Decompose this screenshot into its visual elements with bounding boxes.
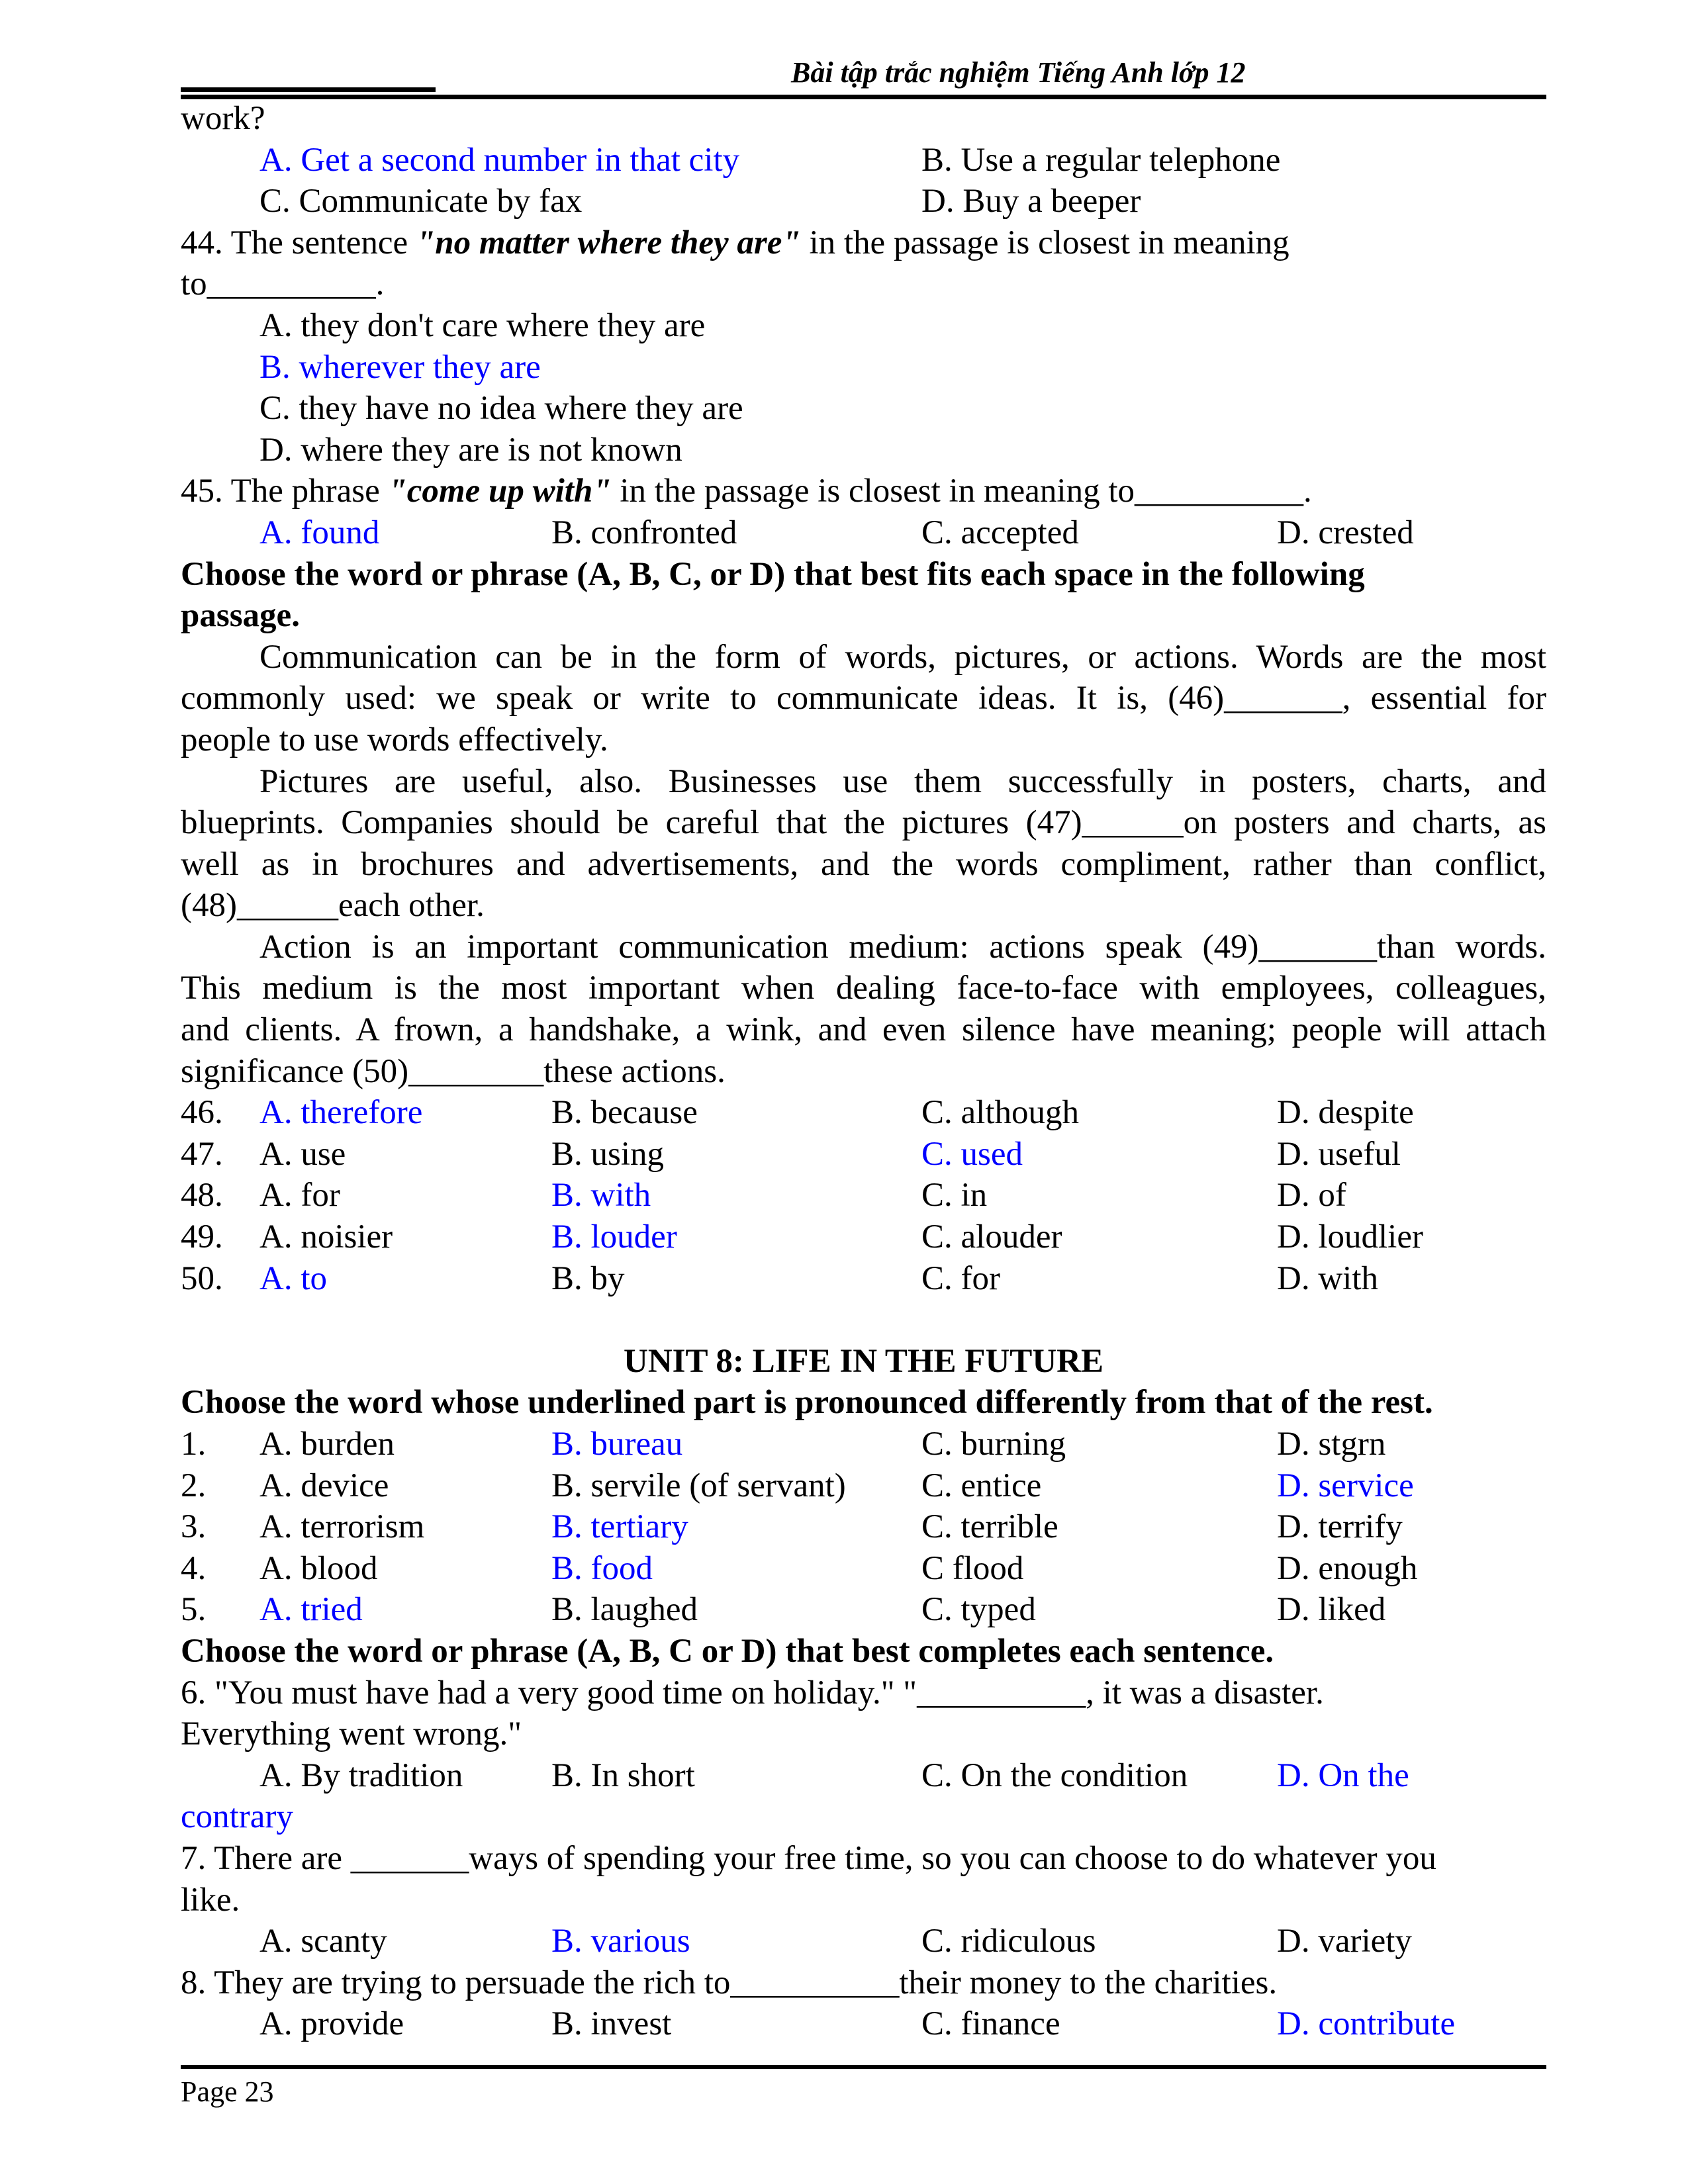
answer-option: D. crested bbox=[1277, 514, 1414, 551]
instruction-line bbox=[181, 1631, 1546, 1672]
answer-option: C. burning bbox=[921, 1426, 1066, 1463]
text-segment: (48)______each other. bbox=[181, 887, 485, 925]
text-line bbox=[181, 802, 1546, 844]
answer-option: B. because bbox=[551, 1094, 698, 1132]
answer-option-correct: A. found bbox=[259, 514, 380, 551]
text-segment: passage. bbox=[181, 597, 300, 635]
text-segment: 44. The sentence bbox=[181, 224, 416, 261]
answer-option: A. noisier bbox=[259, 1218, 393, 1256]
text-segment: work? bbox=[181, 100, 265, 137]
text-segment: 45. The phrase bbox=[181, 473, 389, 510]
answer-option: A. blood bbox=[259, 1549, 378, 1587]
answer-option: D. stgrn bbox=[1277, 1426, 1386, 1463]
answer-option: B. servile (of servant) bbox=[551, 1467, 846, 1504]
answer-options-row bbox=[181, 1589, 1546, 1631]
quoted-phrase: "no matter where they are" bbox=[416, 224, 801, 261]
answer-option-correct: A. therefore bbox=[259, 1094, 423, 1132]
text-segment: Choose the word whose underlined part is pronounced differently from that of the rest. bbox=[181, 1384, 1433, 1422]
text-segment: significance (50)________these actions. bbox=[181, 1052, 726, 1090]
answer-option: A. use bbox=[259, 1135, 346, 1173]
text-line bbox=[181, 388, 1546, 430]
page-content bbox=[181, 98, 1546, 2045]
answer-option: B. by bbox=[551, 1259, 625, 1297]
footer-rule bbox=[181, 2065, 1546, 2069]
answer-option: C. finance bbox=[921, 2005, 1060, 2043]
text-segment: C. they have no idea where they are bbox=[259, 390, 743, 428]
answer-option: C. accepted bbox=[921, 514, 1079, 551]
correct-answer-text: B. wherever they are bbox=[259, 348, 541, 386]
answer-option: C flood bbox=[921, 1549, 1024, 1587]
answer-option: C. typed bbox=[921, 1591, 1036, 1629]
text-line bbox=[181, 1672, 1546, 1714]
text-line bbox=[181, 263, 1546, 305]
answer-option: A. device bbox=[259, 1467, 389, 1504]
text-line bbox=[181, 637, 1546, 678]
answer-option: C. terrible bbox=[921, 1508, 1058, 1546]
text-line bbox=[181, 1009, 1546, 1051]
answer-option: D. with bbox=[1277, 1259, 1378, 1297]
text-segment: 8. They are trying to persuade the rich to__________their money to the charities. bbox=[181, 1964, 1278, 2001]
instruction-line bbox=[181, 595, 1546, 637]
answer-option: D. Buy a beeper bbox=[921, 183, 1141, 220]
answer-option-correct: D. On the bbox=[1277, 1756, 1409, 1794]
answer-option: C. for bbox=[921, 1259, 1000, 1297]
answer-option: B. In short bbox=[551, 1756, 695, 1794]
text-line bbox=[181, 927, 1546, 968]
text-line bbox=[181, 305, 1546, 347]
text-line bbox=[181, 678, 1546, 719]
text-segment: UNIT 8: LIFE IN THE FUTURE bbox=[623, 1342, 1103, 1380]
question-number: 49. bbox=[181, 1218, 223, 1256]
question-number: 50. bbox=[181, 1259, 223, 1297]
answer-option: A. for bbox=[259, 1177, 340, 1214]
answer-option: B. laughed bbox=[551, 1591, 698, 1629]
text-line bbox=[181, 98, 1546, 140]
answer-option: B. using bbox=[551, 1135, 665, 1173]
text-segment: and clients. A frown, a handshake, a wink, and even silence have meaning; people will attach bbox=[181, 1011, 1546, 1049]
answer-options-row bbox=[181, 1506, 1546, 1548]
text-segment: 7. There are _______ways of spending your free time, so you can choose to do whatever you bbox=[181, 1839, 1436, 1877]
answer-option-correct: B. tertiary bbox=[551, 1508, 688, 1546]
answer-options-row bbox=[181, 512, 1546, 554]
blank-line bbox=[181, 1299, 1546, 1341]
answer-option-correct: B. various bbox=[551, 1923, 690, 1960]
instruction-line bbox=[181, 1382, 1546, 1424]
answer-options-row bbox=[181, 1755, 1546, 1797]
page-number: Page 23 bbox=[181, 2075, 274, 2108]
text-segment: This medium is the most important when dealing face-to-face with employees, colleagues, bbox=[181, 970, 1546, 1007]
answer-option: C. On the condition bbox=[921, 1756, 1188, 1794]
text-segment: Choose the word or phrase (A, B, C or D) that best completes each sentence. bbox=[181, 1632, 1274, 1670]
header-title: Bài tập trắc nghiệm Tiếng Anh lớp 12 bbox=[791, 56, 1246, 89]
text-segment: like. bbox=[181, 1881, 240, 1919]
question-number: 46. bbox=[181, 1094, 223, 1132]
text-segment: well as in brochures and advertisements, and the words compliment, rather than conflict, bbox=[181, 845, 1546, 883]
answer-options-row bbox=[181, 1092, 1546, 1134]
question-number: 48. bbox=[181, 1177, 223, 1214]
answer-option: D. of bbox=[1277, 1177, 1346, 1214]
answer-option: B. confronted bbox=[551, 514, 737, 551]
text-line bbox=[181, 1051, 1546, 1093]
correct-answer-text: contrary bbox=[181, 1798, 293, 1836]
text-line bbox=[181, 719, 1546, 761]
answer-option-correct: B. bureau bbox=[551, 1426, 683, 1463]
answer-options-row bbox=[181, 1258, 1546, 1300]
text-line bbox=[181, 844, 1546, 886]
question-number: 1. bbox=[181, 1426, 207, 1463]
answer-option: D. loudlier bbox=[1277, 1218, 1423, 1256]
answer-options-row bbox=[181, 1548, 1546, 1590]
answer-option-correct: D. contribute bbox=[1277, 2005, 1456, 2043]
answer-option-correct: A. Get a second number in that city bbox=[259, 141, 740, 179]
answer-options-row bbox=[181, 140, 1546, 181]
text-line bbox=[181, 1796, 1546, 1838]
answer-option: C. entice bbox=[921, 1467, 1042, 1504]
answer-options-row bbox=[181, 2003, 1546, 2045]
text-line bbox=[181, 1838, 1546, 1880]
answer-option: A. burden bbox=[259, 1426, 395, 1463]
text-line bbox=[181, 1962, 1546, 2004]
answer-options-row bbox=[181, 1216, 1546, 1258]
text-segment: to__________. bbox=[181, 265, 385, 303]
answer-option-correct: D. service bbox=[1277, 1467, 1414, 1504]
text-segment: commonly used: we speak or write to communicate ideas. It is, (46)_______, essential for bbox=[181, 680, 1546, 717]
answer-options-row bbox=[181, 1134, 1546, 1175]
answer-options-row bbox=[181, 181, 1546, 222]
answer-option: D. enough bbox=[1277, 1549, 1418, 1587]
answer-option: C. alouder bbox=[921, 1218, 1062, 1256]
text-line bbox=[181, 347, 1546, 388]
text-line bbox=[181, 1880, 1546, 1921]
text-segment: Choose the word or phrase (A, B, C, or D) that best fits each space in the following bbox=[181, 555, 1365, 593]
answer-option-correct: B. louder bbox=[551, 1218, 677, 1256]
answer-options-row bbox=[181, 1465, 1546, 1507]
text-segment: people to use words effectively. bbox=[181, 721, 608, 758]
answer-option: D. variety bbox=[1277, 1923, 1412, 1960]
answer-option: D. liked bbox=[1277, 1591, 1386, 1629]
text-line bbox=[181, 430, 1546, 471]
text-segment: in the passage is closest in meaning to__________. bbox=[611, 473, 1312, 510]
instruction-line bbox=[181, 554, 1546, 596]
answer-option: B. invest bbox=[551, 2005, 672, 2043]
answer-option-correct: A. tried bbox=[259, 1591, 363, 1629]
answer-option: A. terrorism bbox=[259, 1508, 425, 1546]
answer-option-correct: C. used bbox=[921, 1135, 1023, 1173]
answer-option-correct: A. to bbox=[259, 1259, 327, 1297]
text-segment: D. where they are is not known bbox=[259, 431, 682, 469]
question-number: 2. bbox=[181, 1467, 207, 1504]
text-segment: 6. "You must have had a very good time on holiday." "__________, it was a disaster. bbox=[181, 1674, 1324, 1711]
text-line bbox=[181, 222, 1546, 264]
text-line bbox=[181, 1713, 1546, 1755]
answer-option: C. although bbox=[921, 1094, 1079, 1132]
answer-option: C. Communicate by fax bbox=[259, 183, 583, 220]
question-number: 3. bbox=[181, 1508, 207, 1546]
text-segment: Communication can be in the form of words, pictures, or actions. Words are the most bbox=[259, 638, 1546, 676]
quoted-phrase: "come up with" bbox=[388, 473, 612, 510]
text-segment: Pictures are useful, also. Businesses use them successfully in posters, charts, and bbox=[259, 762, 1546, 800]
header-rule-short bbox=[181, 87, 436, 92]
question-number: 47. bbox=[181, 1135, 223, 1173]
text-segment: Everything went wrong." bbox=[181, 1715, 522, 1753]
answer-options-row bbox=[181, 1921, 1546, 1962]
answer-option: D. useful bbox=[1277, 1135, 1401, 1173]
text-line bbox=[181, 968, 1546, 1009]
text-segment: blueprints. Companies should be careful that the pictures (47)______on posters and charts, as bbox=[181, 804, 1546, 842]
question-number: 5. bbox=[181, 1591, 207, 1629]
text-line bbox=[181, 471, 1546, 512]
answer-options-row bbox=[181, 1175, 1546, 1216]
answer-options-row bbox=[181, 1424, 1546, 1465]
text-segment: A. they don't care where they are bbox=[259, 306, 706, 344]
answer-option: B. Use a regular telephone bbox=[921, 141, 1281, 179]
answer-option-correct: B. with bbox=[551, 1177, 651, 1214]
text-line bbox=[181, 761, 1546, 803]
answer-option: C. ridiculous bbox=[921, 1923, 1096, 1960]
answer-option: A. scanty bbox=[259, 1923, 387, 1960]
text-segment: in the passage is closest in meaning bbox=[800, 224, 1289, 261]
answer-option: D. terrify bbox=[1277, 1508, 1403, 1546]
instruction-line bbox=[181, 1341, 1546, 1383]
answer-option: C. in bbox=[921, 1177, 988, 1214]
question-number: 4. bbox=[181, 1549, 207, 1587]
answer-option: A. provide bbox=[259, 2005, 404, 2043]
answer-option-correct: B. food bbox=[551, 1549, 653, 1587]
text-line bbox=[181, 885, 1546, 927]
answer-option: D. despite bbox=[1277, 1094, 1414, 1132]
answer-option: A. By tradition bbox=[259, 1756, 463, 1794]
text-segment: Action is an important communication medium: actions speak (49)_______than words. bbox=[259, 928, 1546, 966]
